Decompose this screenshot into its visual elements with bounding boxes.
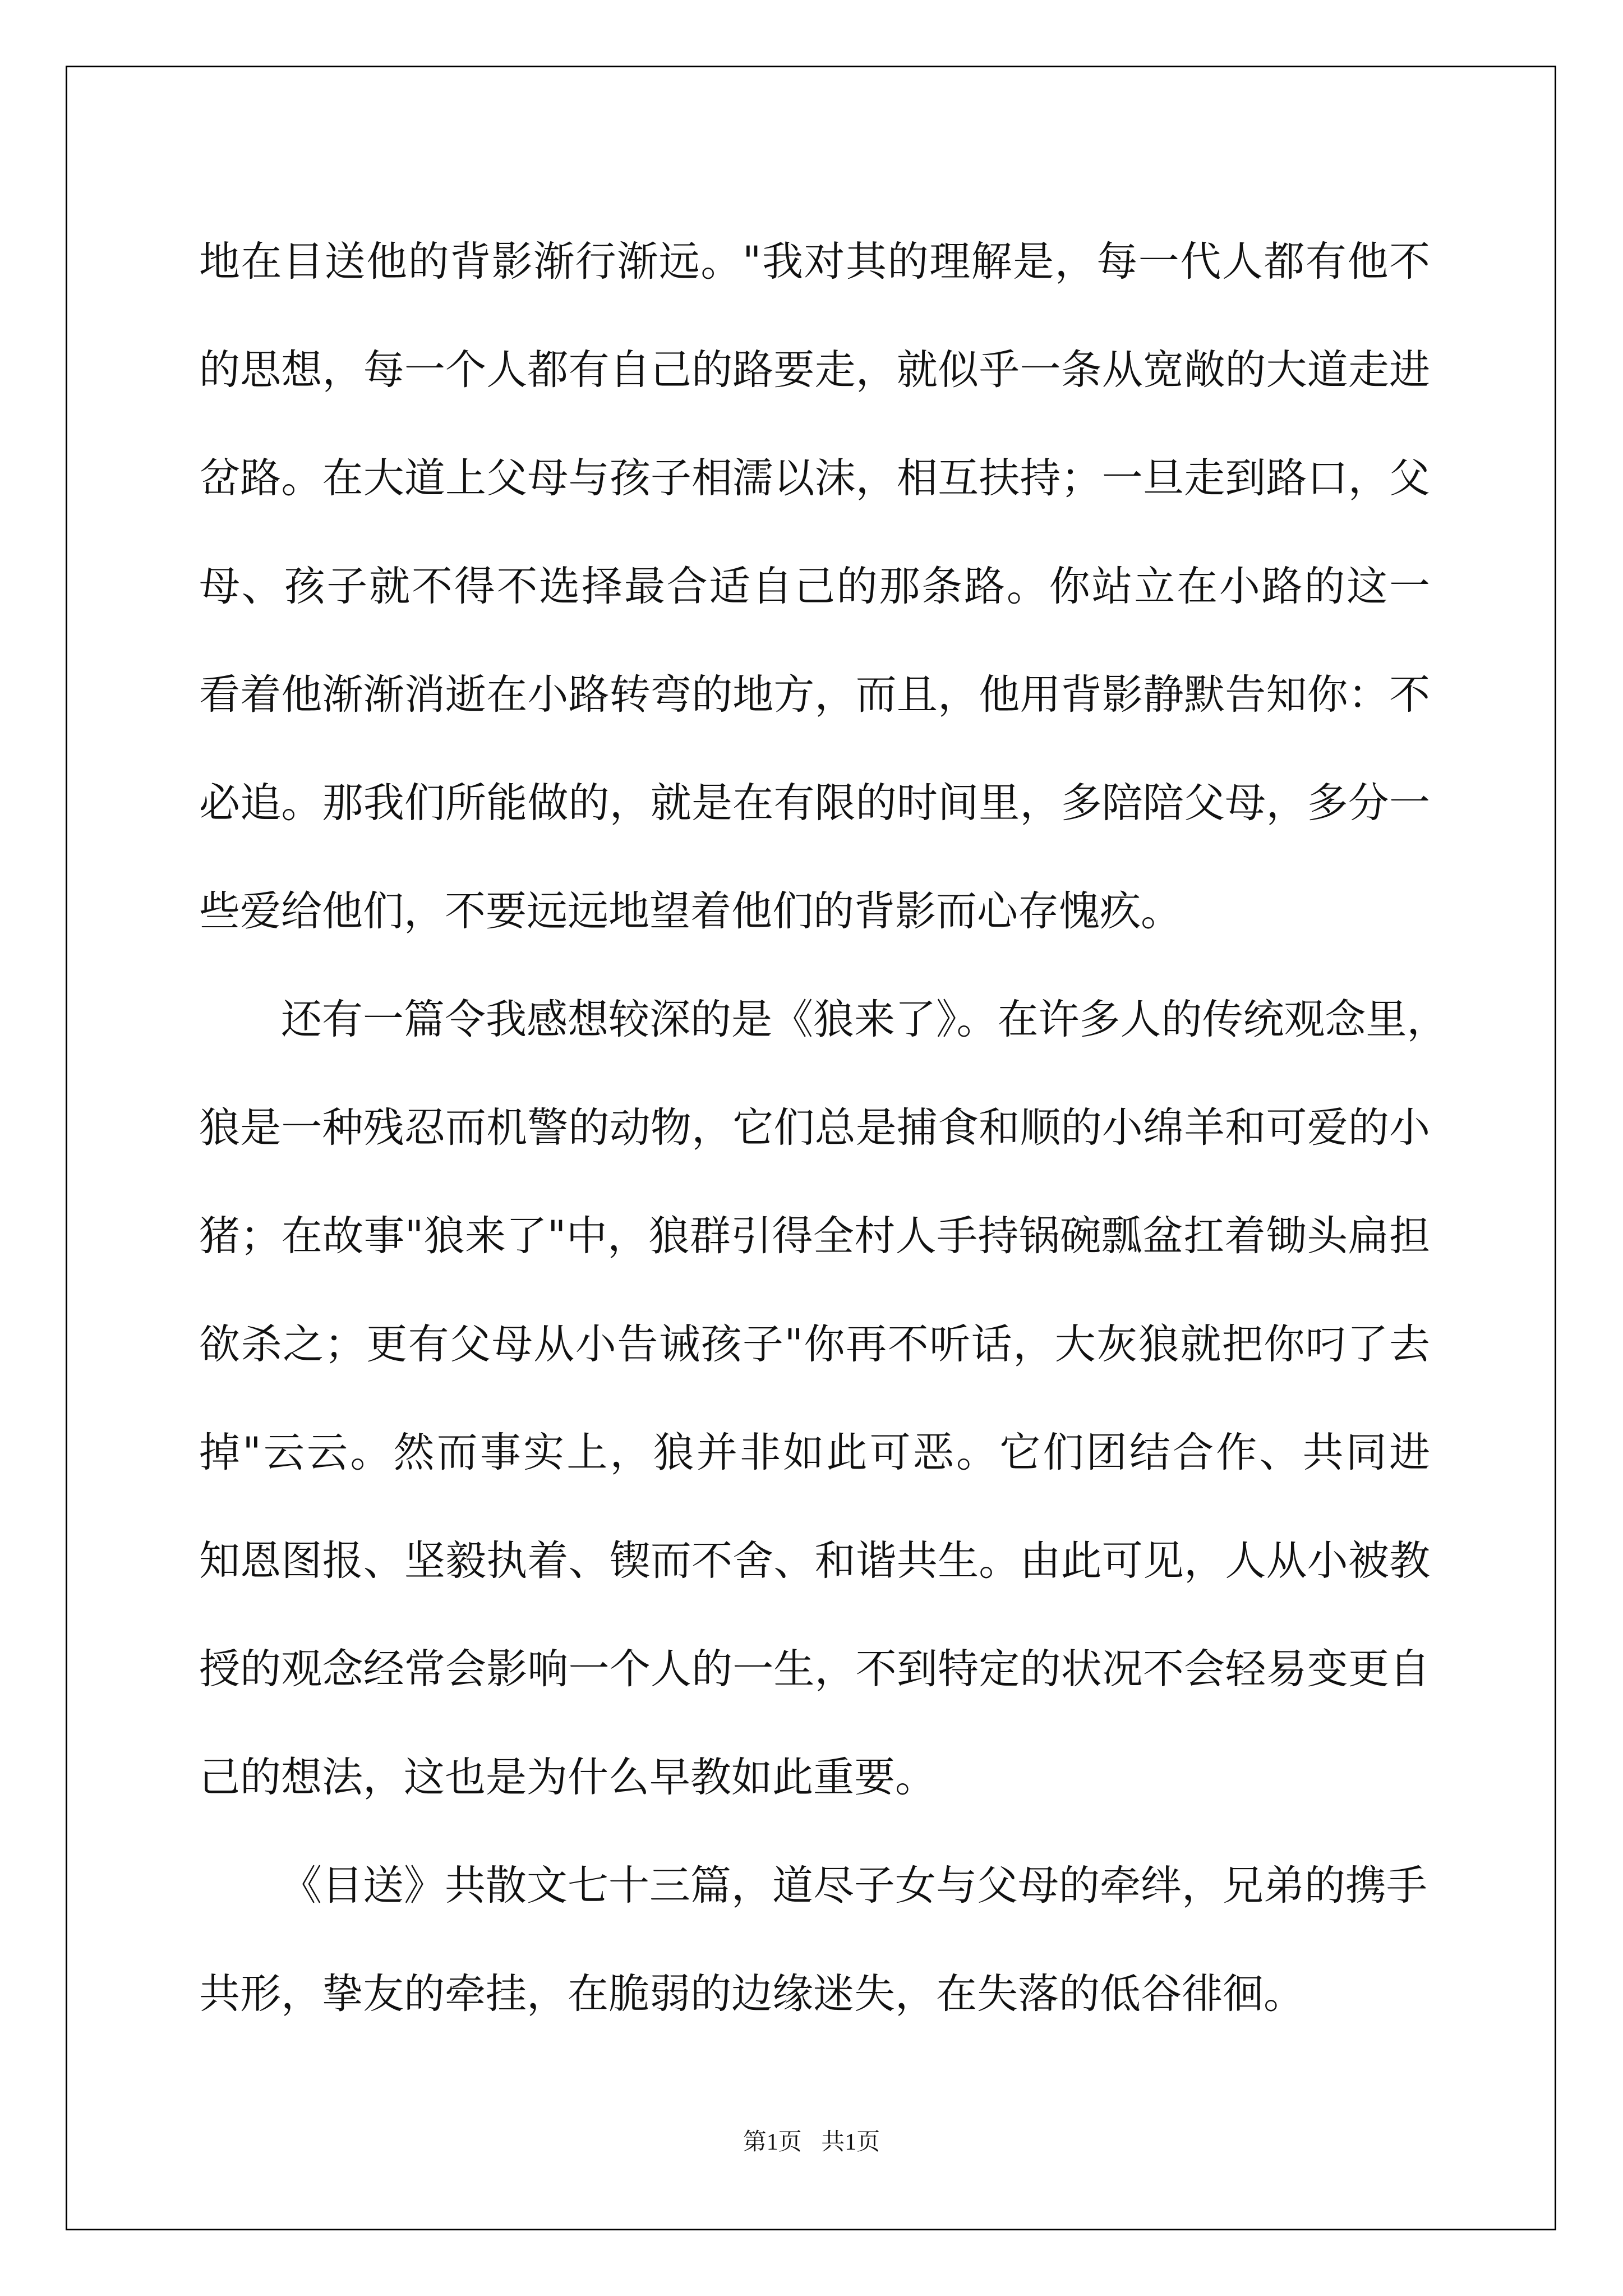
text-line: 知恩图报、坚毅执着、锲而不舍、和谐共生。由此可见，人从小被教: [199, 1537, 1430, 1585]
text-line: 母、孩子就不得不选择最合适自己的那条路。你站立在小路的这一: [199, 563, 1430, 610]
text-line: 掉"云云。然而事实上，狼并非如此可恶。它们团结合作、共同进: [199, 1429, 1430, 1476]
text-line: 些爱给他们，不要远远地望着他们的背影而心存愧疚。: [199, 887, 1182, 935]
page-total: 共1页: [821, 2129, 880, 2155]
page-footer: [0, 2123, 1623, 2157]
text-line: 还有一篇令我感想较深的是《狼来了》。在许多人的传统观念里，: [281, 996, 1448, 1043]
document-body: [199, 208, 1448, 2048]
text-line: 的思想，每一个人都有自己的路要走，就似乎一条从宽敞的大道走进: [199, 346, 1430, 394]
text-line: 必追。那我们所能做的，就是在有限的时间里，多陪陪父母，多分一: [199, 779, 1430, 827]
text-line: 猪；在故事"狼来了"中，狼群引得全村人手持锅碗瓢盆扛着锄头扁担: [199, 1212, 1430, 1260]
text-line: 欲杀之；更有父母从小告诫孩子"你再不听话，大灰狼就把你叼了去: [199, 1320, 1430, 1368]
text-line: 共形，挚友的牵挂，在脆弱的边缘迷失，在失落的低谷徘徊。: [199, 1970, 1304, 2018]
text-line: 《目送》共散文七十三篇，道尽子女与父母的牵绊，兄弟的携手: [281, 1862, 1427, 1910]
text-line: 地在目送他的背影渐行渐远。"我对其的理解是，每一代人都有他不: [199, 238, 1430, 286]
text-line: 己的想法，这也是为什么早教如此重要。: [199, 1754, 936, 1801]
text-line: 看着他渐渐消逝在小路转弯的地方，而且，他用背影静默告知你：不: [199, 671, 1430, 719]
text-line: 狼是一种残忍而机警的动物，它们总是捕食和顺的小绵羊和可爱的小: [199, 1104, 1430, 1152]
page-number: 第1页: [743, 2129, 802, 2155]
text-line: 岔路。在大道上父母与孩子相濡以沫，相互扶持；一旦走到路口，父: [199, 454, 1430, 502]
text-line: 授的观念经常会影响一个人的一生，不到特定的状况不会轻易变更自: [199, 1645, 1430, 1693]
